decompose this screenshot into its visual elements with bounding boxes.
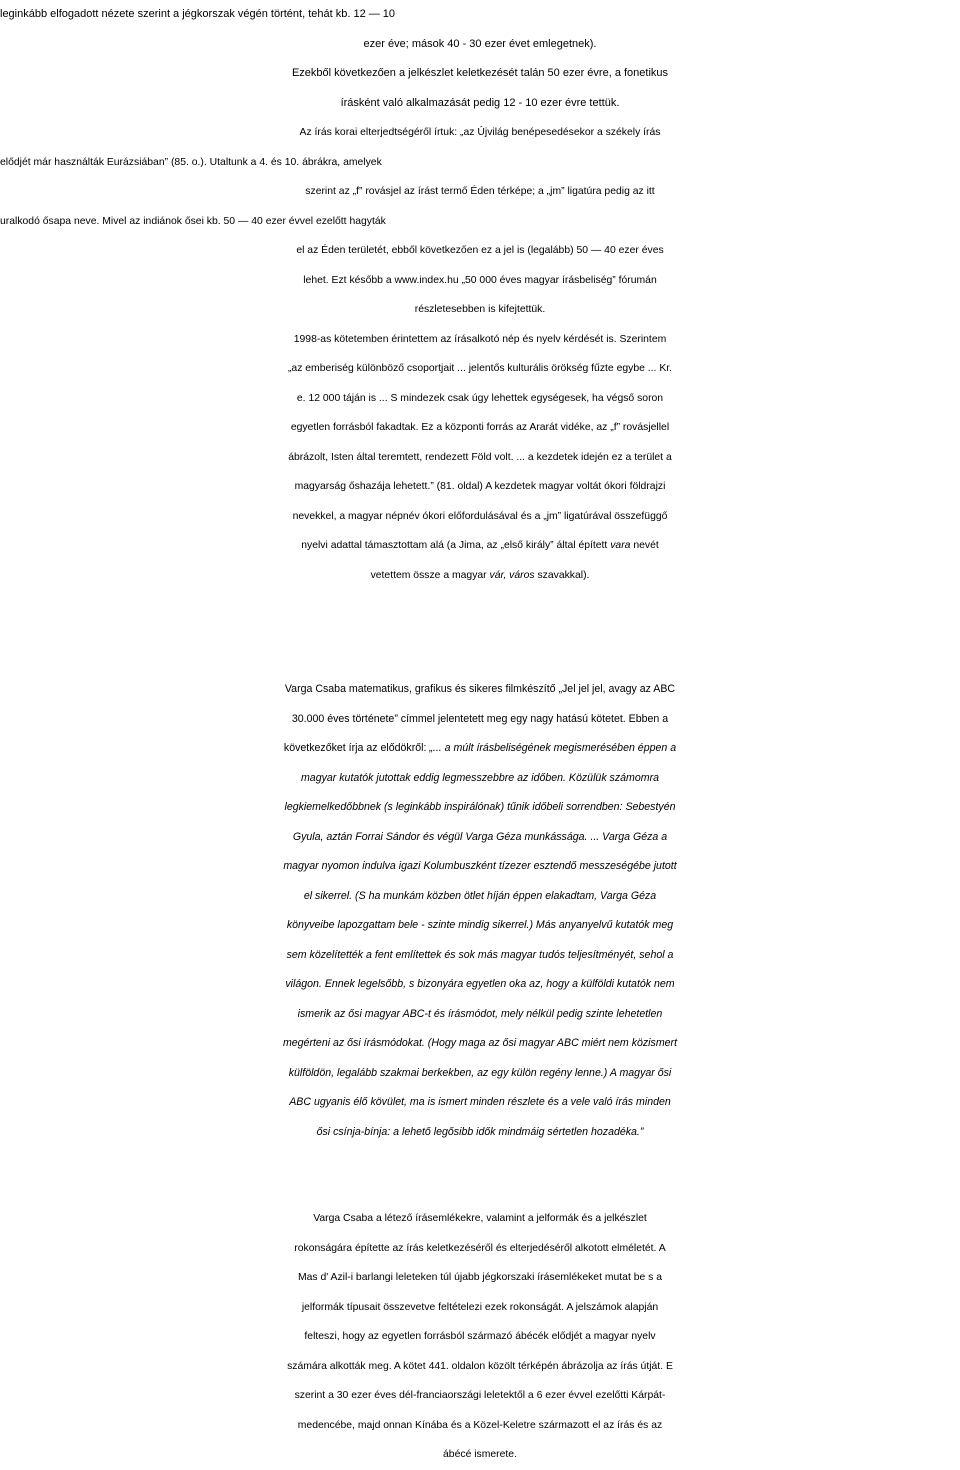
text-line [0,970,960,1000]
text-content: felteszi, hogy az egyetlen forrásból származó ábécék elődjét a magyar nyelv [304,1331,656,1342]
text-line [0,472,960,502]
text-line [0,1000,960,1030]
text-content: Ezekből következően a jelkészlet keletkezését talán 50 ezer évre, a fonetikus [291,67,669,79]
text-content: uralkodó ősapa neve. Mivel az indiánok ősei kb. 50 — 40 ezer évvel ezelőtt hagyták [0,215,386,227]
text-line [0,148,960,178]
text-line [0,118,960,148]
text-content: rokonságára építette az írás keletkezéséről és elterjedéséről alkotott elméletét. A [294,1242,666,1254]
text-content: medencébe, majd onnan Kínába és a Közel-Keletre származott el az írás és az [297,1419,663,1431]
text-line [0,1381,960,1411]
text-content: elődjét már használták Eurázsiában” (85. o.). Utaltunk a 4. és 10. ábrákra, amelyek [0,156,382,168]
text-content: el az Éden területét, ebből következően ez a jel is (legalább) 50 — 40 ezer éves [296,245,664,256]
text-content: külföldön, legalább szakmai berkekben, az egy külön regény lenne.) A magyar ősi [288,1066,672,1079]
text-line [0,852,960,882]
text-content: ősi csínja-bínja: a lehető legősibb idők mindmáig sértetlen hozadéka.” [316,1125,644,1138]
text-line [0,882,960,912]
text-content: Mas d' Azil-i barlangi leleteken túl újabb jégkorszaki írásemlékeket mutat be s a [297,1272,663,1283]
text-line [0,1059,960,1089]
text-content: nyelvi adattal támasztottam alá (a Jima, az „első király” által épített vara nevét [301,540,659,551]
text-content: számára alkották meg. A kötet 441. oldalon közölt térképén ábrázolja az írás útját. E [287,1360,673,1372]
text-content: megérteni az ősi írásmódokat. (Hogy maga az ősi magyar ABC miért nem közismert [282,1037,678,1049]
text-content: Gyula, aztán Forrai Sándor és végül Varga Géza munkássága. ... Varga Géza a [292,830,668,843]
text-content: e. 12 000 táján is ... S mindezek csak úgy lehettek egységesek, ha végső soron [296,392,664,404]
text-line [0,1234,960,1264]
text-line [0,59,960,89]
text-line [0,354,960,384]
text-content: szerint az „f” rovásjel az írást termő Éden térképe; a „jm” ligatúra pedig az itt [305,186,655,197]
text-line [0,1118,960,1148]
text-content: ábécé ismerete. [443,1449,517,1460]
text-content: leginkább elfogadott nézete szerint a jégkorszak végén történt, tehát kb. 12 — 10 [0,8,396,20]
paragraph-1 [0,0,960,590]
text-content: nevekkel, a magyar népnév ókori előfordulásával és a „jm” ligatúrával összefüggő [292,510,668,522]
text-line [0,236,960,266]
text-line [0,30,960,60]
italic-word: vár, város [489,569,535,581]
text-content: egyetlen forrásból fakadtak. Ez a központi forrás az Ararát vidéke, az „f” rovásjellel [290,422,670,433]
text-line [0,531,960,561]
text-content: részletesebben is kifejtettük. [414,304,546,315]
text-line [0,1029,960,1059]
text-line [0,177,960,207]
text-content: 30.000 éves története” címmel jelentetett meg egy nagy hatású kötetet. Ebben a [291,712,669,725]
text-line [0,1293,960,1323]
text-content: sem közelítették a fent említettek és sok más magyar tudós teljesítményét, sehol a [286,948,674,961]
text-content: el sikerrel. (S ha munkám közben ötlet híján éppen elakadtam, Varga Géza [303,889,657,902]
text-line [0,675,960,705]
text-content: Az írás korai elterjedtségéről írtuk: „az Újvilág benépesedésekor a székely írás [299,127,661,138]
text-content: vetettem össze a magyar vár, város szavakkal). [370,569,590,581]
text-content: ezer éve; mások 40 - 30 ezer évet emlegetnek). [363,37,597,50]
text-content: magyar kutatók jutottak eddig legmesszebbre az időben. Közülük számomra [300,771,660,784]
text-content: lehet. Ezt később a www.index.hu „50 000 éves magyar írásbeliség” fórumán [303,274,657,286]
text-line [0,443,960,473]
text-content: szerint a 30 ezer éves dél-franciaországi leletektől a 6 ezer évvel ezelőtti Kárpát- [294,1390,666,1401]
text-content: „... a múlt írásbeliségének megismerésében éppen a [429,742,677,754]
text-line [0,823,960,853]
text-content: írásként való alkalmazását pedig 12 - 10 ezer évre tettük. [340,96,620,109]
text-content: legkiemelkedőbbnek (s leginkább inspirálónak) tűnik időbeli sorrendben: Sebestyén [284,801,676,813]
text-prefix: következőket írja az elődökről: [283,742,430,754]
text-content: magyar nyomon indulva igazi Kolumbuszként tízezer esztendő messzeségébe jutott [283,860,677,872]
text-content: 1998-as kötetemben érintettem az írásalkotó nép és nyelv kérdését is. Szerintem [293,333,667,345]
text-line [0,561,960,591]
text-line [0,413,960,443]
text-line [0,734,960,764]
paragraph-3 [0,1204,960,1470]
text-line [0,793,960,823]
text-content: világon. Ennek legelsőbb, s bizonyára egyetlen oka az, hogy a külföldi kutatók nem [285,978,675,990]
text-line [0,764,960,794]
text-content: ismerik az ősi magyar ABC-t és írásmódot, mely nélkül pedig szinte lehetetlen [297,1007,663,1020]
text-line [0,911,960,941]
text-line [0,1263,960,1293]
text-content: „az emberiség különböző csoportjait ... jelentős kulturális örökség fűzte egybe ... Kr. [287,363,673,374]
text-content: jelformák típusait összevetve feltételezi ezek rokonságát. A jelszámok alapján [301,1301,659,1313]
text-content: ábrázolt, Isten által teremtett, rendezett Föld volt. ... a kezdetek idején ez a terület a [288,451,672,463]
paragraph-2 [0,675,960,1147]
text-line [0,1088,960,1118]
italic-word: vara [610,540,631,551]
text-line [0,325,960,355]
text-line [0,89,960,119]
text-line [0,1352,960,1382]
text-line [0,705,960,735]
text-line [0,1440,960,1470]
text-line [0,0,960,30]
text-line [0,207,960,237]
text-line [0,1204,960,1234]
text-line [0,266,960,296]
text-line [0,1322,960,1352]
text-content: Varga Csaba a létező írásemlékekre, valamint a jelformák és a jelkészlet [313,1213,647,1224]
text-content: Varga Csaba matematikus, grafikus és sikeres filmkészítő „Jel jel jel, avagy az ABC [284,683,676,695]
text-content: magyarság őshazája lehetett.” (81. oldal) A kezdetek magyar voltát ókori földrajzi [294,481,666,492]
text-line [0,941,960,971]
text-line [0,384,960,414]
text-content: ABC ugyanis élő kövület, ma is ismert minden részlete és a vele való írás minden [289,1096,671,1108]
text-line [0,1411,960,1441]
text-content: könyveibe lapozgattam bele - szinte mindig sikerrel.) Más anyanyelvű kutatók meg [286,919,674,931]
text-line [0,295,960,325]
text-line [0,502,960,532]
